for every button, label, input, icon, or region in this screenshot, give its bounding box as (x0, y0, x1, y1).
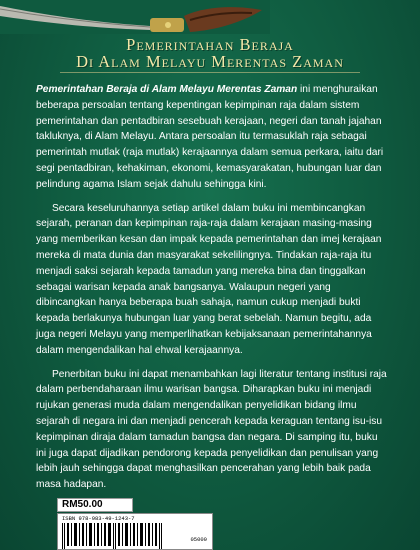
title-line-2: Di Alam Melayu Merentas Zaman (76, 52, 344, 71)
keris-dagger-image (0, 0, 270, 34)
blurb-paragraph-1 (36, 82, 388, 193)
paragraph-text: Secara keseluruhannya setiap artikel dalam buku ini membincangkan sejarah, peranan dan kepimpinan raja-raja dalam kerajaan masing-masing yang memberikan kesan dan impak kepada pemerintahan dan imej kerajaan mereka di mata dunia dan masyarakat sekelilingnya. Tindakan raja-raja itu menjadi saksi sejarah kepada tamadun yang mereka bina dan tinggalkan sebagai warisan kepada anak bangsanya. Walaupun negeri yang dibincangkan hanya beberapa buah sahaja, namun cukup menjadi bukti kepada berlakunya hubungan luar yang berat sebelah. Namun begitu, ada juga negeri Melayu yang memperlihatkan kebijaksanaan pemerintahannya dalam mengendalikan hal ehwal kerajaannya. (36, 202, 382, 356)
book-title-inline: Pemerintahan Beraja di Alam Melayu Merentas Zaman (36, 84, 298, 95)
title-line-1: Pemerintahan Beraja (126, 35, 294, 54)
paragraph-text: Penerbitan buku ini dapat menambahkan lagi literatur tentang institusi raja dalam perbendaharaan ilmu warisan bangsa. Diharapkan buku ini menjadi rujukan generasi muda dalam mengendalikan penyelidikan bidang ilmu sejarah di negara ini dan menjadi pencerah kepada keraguan tentang isu-isu kepimpinan diraja dalam tamadun bangsa dan negara. Di samping itu, buku ini juga dapat dijadikan pendorong kepada penyelidikan dan penulisan yang lebih jauh sehingga dapat menghasilkan pencerahan yang lebih baik pada masa hadapan. (36, 368, 387, 491)
title-divider (60, 72, 360, 73)
isbn-barcode-box (57, 513, 213, 550)
paragraph-text: ini menghuraikan beberapa persoalan tentang kepentingan kepimpinan raja dalam sistem pemerintahan dan pentadbiran sesebuah kerajaan, negeri dan tanah jajahan takluknya, di Alam Melayu. Antara persoalan itu termasuklah raja sebagai pemerintah mutlak (raja mutlak) kerajaannya dalam semua perkara, iaitu dari segi pentadbiran, kehakiman, ekonomi, kemasyarakatan, hubungan luar dan pelindung agama Islam sejak dahulu sehingga kini. (36, 84, 384, 190)
barcode-addon-text: 05000 (190, 536, 207, 543)
blurb-text (36, 82, 388, 493)
isbn-text: ISBN 978-983-49-1243-7 (62, 515, 135, 522)
blurb-paragraph-2 (36, 201, 388, 359)
price-label: RM50.00 (57, 498, 133, 512)
barcode-icon (62, 523, 182, 549)
blurb-paragraph-3 (36, 367, 388, 493)
